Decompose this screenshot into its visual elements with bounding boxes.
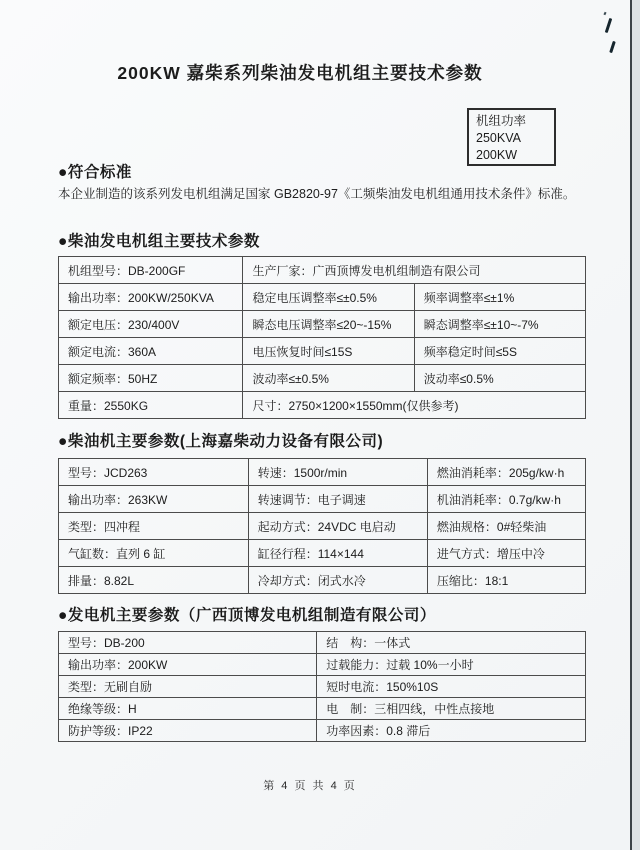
table-cell: 额定频率：50HZ: [59, 365, 243, 392]
table-cell: 瞬态调整率≤±10~-7%: [414, 311, 585, 338]
table-row: [59, 540, 586, 567]
table-cell: 生产厂家：广西顶博发电机组制造有限公司: [243, 257, 586, 284]
table-row: [59, 654, 586, 676]
table-cell: 进气方式：增压中冷: [427, 540, 585, 567]
table-row: [59, 567, 586, 594]
table-cell: 类型：无刷自励: [59, 676, 317, 698]
alternator-spec-table: [58, 631, 586, 742]
power-box-kw: 200KW: [476, 147, 517, 162]
table-cell: 燃油规格：0#轻柴油: [427, 513, 585, 540]
genset-section-heading: ●柴油发电机组主要技术参数: [58, 233, 260, 250]
table-row: [59, 698, 586, 720]
page-title: 200KW 嘉柴系列柴油发电机组主要技术参数: [117, 63, 483, 83]
power-box-kva: 250KVA: [476, 130, 521, 145]
engine-section-heading: ●柴油机主要参数(上海嘉柴动力设备有限公司): [58, 433, 384, 450]
table-row: [59, 284, 586, 311]
table-cell: 冷却方式：闭式水冷: [248, 567, 427, 594]
table-cell: 型号：DB-200: [59, 632, 317, 654]
table-cell: 短时电流：150%10S: [317, 676, 586, 698]
genset-spec-table: [58, 256, 586, 419]
table-cell: 功率因素：0.8 滞后: [317, 720, 586, 742]
standards-paragraph: 本企业制造的该系列发电机组满足国家 GB2820-97《工频柴油发电机组通用技术条件》标准。: [58, 187, 576, 201]
table-cell: 气缸数：直列 6 缸: [59, 540, 249, 567]
pen-mark: [609, 41, 616, 53]
table-cell: 瞬态电压调整率≤20~-15%: [243, 311, 414, 338]
table-cell: 型号：JCD263: [59, 459, 249, 486]
table-cell: 防护等级：IP22: [59, 720, 317, 742]
table-cell: 频率稳定时间≤5S: [414, 338, 585, 365]
table-row: [59, 459, 586, 486]
power-rating-box: [467, 108, 556, 166]
table-cell: 过载能力：过载 10%一小时: [317, 654, 586, 676]
table-row: [59, 676, 586, 698]
power-box-label: 机组功率: [476, 114, 527, 128]
table-row: [59, 486, 586, 513]
pen-mark-dot: [603, 12, 606, 16]
table-cell: 额定电流：360A: [59, 338, 243, 365]
table-cell: 波动率≤0.5%: [414, 365, 585, 392]
table-row: [59, 720, 586, 742]
table-cell: 排量：8.82L: [59, 567, 249, 594]
table-cell: 压缩比：18:1: [427, 567, 585, 594]
table-cell: 输出功率：200KW: [59, 654, 317, 676]
table-cell: 波动率≤±0.5%: [243, 365, 414, 392]
table-row: [59, 338, 586, 365]
standards-section-heading: ●符合标准: [58, 164, 132, 181]
table-cell: 转速：1500r/min: [248, 459, 427, 486]
table-cell: 机组型号：DB-200GF: [59, 257, 243, 284]
table-cell: 额定电压：230/400V: [59, 311, 243, 338]
engine-spec-table: [58, 458, 586, 594]
table-cell: 绝缘等级：H: [59, 698, 317, 720]
table-cell: 频率调整率≤±1%: [414, 284, 585, 311]
table-cell: 转速调节：电子调速: [248, 486, 427, 513]
table-cell: 尺寸：2750×1200×1550mm(仅供参考): [243, 392, 586, 419]
table-cell: 起动方式：24VDC 电启动: [248, 513, 427, 540]
table-cell: 输出功率：200KW/250KVA: [59, 284, 243, 311]
table-cell: 缸径行程：114×144: [248, 540, 427, 567]
table-cell: 电压恢复时间≤15S: [243, 338, 414, 365]
table-row: [59, 632, 586, 654]
page-footer: 第 4 页 共 4 页: [263, 780, 357, 792]
table-row: [59, 257, 586, 284]
table-cell: 结 构：一体式: [317, 632, 586, 654]
alternator-section-heading: ●发电机主要参数（广西顶博发电机组制造有限公司）: [58, 607, 436, 624]
table-row: [59, 513, 586, 540]
table-cell: 类型：四冲程: [59, 513, 249, 540]
scan-edge-margin: [632, 0, 640, 850]
table-row: [59, 365, 586, 392]
table-row: [59, 392, 586, 419]
table-cell: 稳定电压调整率≤±0.5%: [243, 284, 414, 311]
table-cell: 电 制：三相四线，中性点接地: [317, 698, 586, 720]
pen-mark: [605, 18, 612, 33]
table-cell: 机油消耗率：0.7g/kw·h: [427, 486, 585, 513]
table-cell: 重量：2550KG: [59, 392, 243, 419]
table-row: [59, 311, 586, 338]
table-cell: 输出功率：263KW: [59, 486, 249, 513]
table-cell: 燃油消耗率：205g/kw·h: [427, 459, 585, 486]
